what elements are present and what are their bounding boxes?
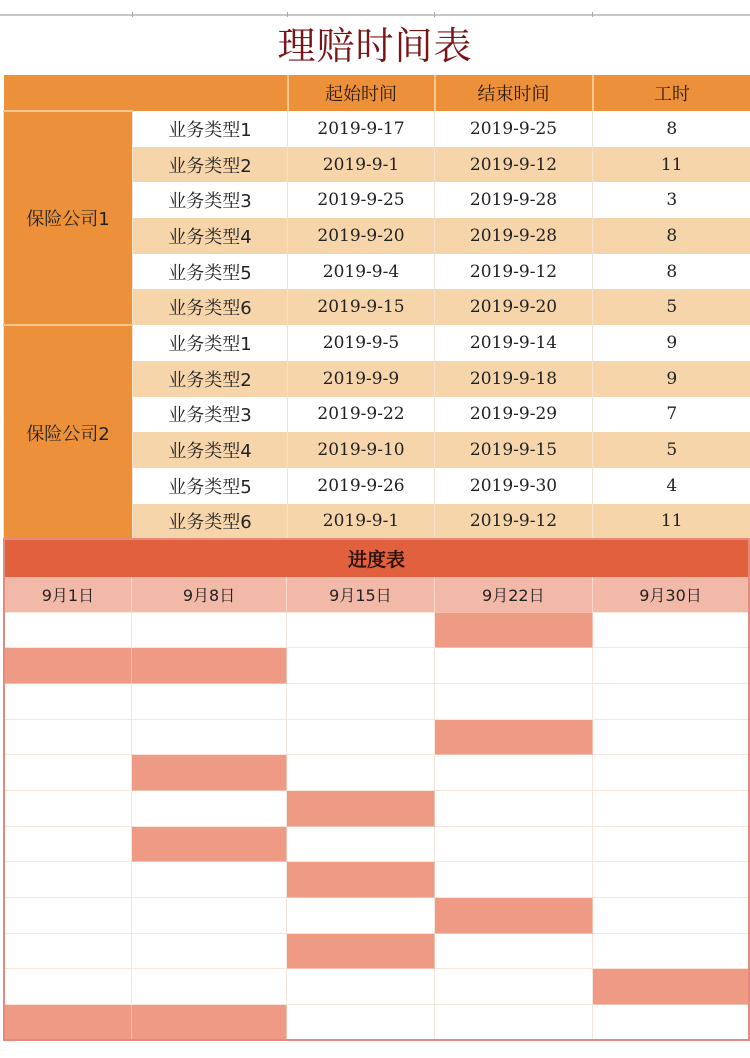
gantt-row [4, 933, 749, 969]
date-col-2: 9月15日 [287, 577, 434, 612]
gantt-bar-cell [593, 969, 749, 1005]
gantt-empty-cell [131, 898, 286, 934]
header-end-time: 结束时间 [435, 75, 593, 111]
hours-cell: 5 [593, 432, 750, 468]
company-cell: 保险公司2 [4, 325, 133, 539]
business-type-cell: 业务类型4 [133, 218, 288, 254]
gantt-row [4, 862, 749, 898]
gantt-empty-cell [434, 1005, 592, 1041]
gantt-empty-cell [131, 719, 286, 755]
date-col-4: 9月30日 [593, 577, 749, 612]
gantt-bar-cell [4, 1005, 131, 1041]
gantt-empty-cell [131, 969, 286, 1005]
start-time-cell: 2019-9-1 [288, 504, 435, 540]
progress-title: 进度表 [4, 539, 749, 577]
business-type-cell: 业务类型3 [133, 182, 288, 218]
gantt-bar-cell [287, 862, 434, 898]
header-start-time: 起始时间 [288, 75, 435, 111]
end-time-cell: 2019-9-25 [435, 111, 593, 147]
page-title: 理赔时间表 [277, 24, 473, 68]
gantt-row [4, 969, 749, 1005]
progress-date-row [4, 577, 749, 612]
gantt-empty-cell [287, 612, 434, 648]
gantt-empty-cell [593, 862, 749, 898]
gantt-empty-cell [593, 826, 749, 862]
end-time-cell: 2019-9-29 [435, 397, 593, 433]
hours-cell: 8 [593, 254, 750, 290]
gantt-bar-cell [287, 790, 434, 826]
gantt-empty-cell [131, 933, 286, 969]
gantt-empty-cell [287, 1005, 434, 1041]
gantt-empty-cell [593, 648, 749, 684]
end-time-cell: 2019-9-12 [435, 504, 593, 540]
business-type-cell: 业务类型3 [133, 397, 288, 433]
gantt-empty-cell [287, 719, 434, 755]
gantt-empty-cell [4, 683, 131, 719]
start-time-cell: 2019-9-22 [288, 397, 435, 433]
hours-cell: 11 [593, 147, 750, 183]
gantt-empty-cell [287, 898, 434, 934]
gantt-bar-cell [131, 755, 286, 791]
hours-cell: 4 [593, 468, 750, 504]
gantt-empty-cell [4, 969, 131, 1005]
sheet-gridline [0, 14, 750, 16]
gantt-empty-cell [131, 683, 286, 719]
business-type-cell: 业务类型5 [133, 254, 288, 290]
gantt-empty-cell [593, 612, 749, 648]
end-time-cell: 2019-9-12 [435, 147, 593, 183]
start-time-cell: 2019-9-4 [288, 254, 435, 290]
gantt-row [4, 898, 749, 934]
business-type-cell: 业务类型1 [133, 325, 288, 361]
start-time-cell: 2019-9-17 [288, 111, 435, 147]
gantt-bar-cell [131, 1005, 286, 1041]
claims-time-table [3, 75, 750, 539]
end-time-cell: 2019-9-18 [435, 361, 593, 397]
gantt-empty-cell [593, 755, 749, 791]
gantt-row [4, 719, 749, 755]
gantt-bar-cell [434, 719, 592, 755]
gantt-empty-cell [4, 790, 131, 826]
header-hours: 工时 [593, 75, 750, 111]
end-time-cell: 2019-9-15 [435, 432, 593, 468]
end-time-cell: 2019-9-28 [435, 182, 593, 218]
business-type-cell: 业务类型6 [133, 504, 288, 540]
start-time-cell: 2019-9-1 [288, 147, 435, 183]
start-time-cell: 2019-9-10 [288, 432, 435, 468]
gantt-row [4, 612, 749, 648]
end-time-cell: 2019-9-14 [435, 325, 593, 361]
company-cell: 保险公司1 [4, 111, 133, 325]
start-time-cell: 2019-9-25 [288, 182, 435, 218]
gantt-empty-cell [593, 790, 749, 826]
table-row [4, 325, 750, 361]
gantt-bar-cell [434, 612, 592, 648]
hours-cell: 9 [593, 325, 750, 361]
progress-title-row [4, 539, 749, 577]
gantt-empty-cell [131, 612, 286, 648]
start-time-cell: 2019-9-5 [288, 325, 435, 361]
gantt-row [4, 648, 749, 684]
gantt-row [4, 755, 749, 791]
hours-cell: 11 [593, 504, 750, 540]
end-time-cell: 2019-9-12 [435, 254, 593, 290]
start-time-cell: 2019-9-26 [288, 468, 435, 504]
gantt-bar-cell [4, 648, 131, 684]
end-time-cell: 2019-9-20 [435, 289, 593, 325]
hours-cell: 7 [593, 397, 750, 433]
business-type-cell: 业务类型2 [133, 361, 288, 397]
gantt-row [4, 826, 749, 862]
gantt-empty-cell [593, 683, 749, 719]
gantt-empty-cell [4, 862, 131, 898]
hours-cell: 5 [593, 289, 750, 325]
gantt-empty-cell [287, 683, 434, 719]
date-col-0: 9月1日 [4, 577, 131, 612]
gantt-empty-cell [593, 933, 749, 969]
progress-table [3, 538, 750, 1041]
gantt-empty-cell [131, 790, 286, 826]
hours-cell: 3 [593, 182, 750, 218]
gantt-empty-cell [4, 755, 131, 791]
table-row [4, 111, 750, 147]
table-header-row [4, 75, 750, 111]
date-col-3: 9月22日 [434, 577, 592, 612]
gantt-empty-cell [287, 969, 434, 1005]
gantt-empty-cell [4, 933, 131, 969]
hours-cell: 8 [593, 218, 750, 254]
gantt-empty-cell [434, 933, 592, 969]
gantt-empty-cell [434, 790, 592, 826]
hours-cell: 9 [593, 361, 750, 397]
gantt-empty-cell [593, 898, 749, 934]
business-type-cell: 业务类型4 [133, 432, 288, 468]
end-time-cell: 2019-9-30 [435, 468, 593, 504]
hours-cell: 8 [593, 111, 750, 147]
gantt-bar-cell [287, 933, 434, 969]
gantt-bar-cell [434, 898, 592, 934]
gantt-bar-cell [131, 826, 286, 862]
gantt-empty-cell [593, 719, 749, 755]
gantt-empty-cell [131, 862, 286, 898]
gantt-empty-cell [4, 826, 131, 862]
gantt-empty-cell [434, 862, 592, 898]
gantt-row [4, 683, 749, 719]
gantt-row [4, 1005, 749, 1041]
business-type-cell: 业务类型1 [133, 111, 288, 147]
gantt-empty-cell [4, 612, 131, 648]
gantt-empty-cell [4, 719, 131, 755]
date-col-1: 9月8日 [131, 577, 286, 612]
gantt-empty-cell [287, 826, 434, 862]
gantt-empty-cell [434, 969, 592, 1005]
gantt-empty-cell [4, 898, 131, 934]
start-time-cell: 2019-9-15 [288, 289, 435, 325]
business-type-cell: 业务类型2 [133, 147, 288, 183]
gantt-empty-cell [593, 1005, 749, 1041]
start-time-cell: 2019-9-20 [288, 218, 435, 254]
business-type-cell: 业务类型6 [133, 289, 288, 325]
start-time-cell: 2019-9-9 [288, 361, 435, 397]
gantt-empty-cell [434, 648, 592, 684]
header-blank [4, 75, 288, 111]
business-type-cell: 业务类型5 [133, 468, 288, 504]
gantt-empty-cell [434, 683, 592, 719]
end-time-cell: 2019-9-28 [435, 218, 593, 254]
gantt-empty-cell [287, 755, 434, 791]
gantt-empty-cell [287, 648, 434, 684]
gantt-empty-cell [434, 826, 592, 862]
gantt-row [4, 790, 749, 826]
gantt-empty-cell [434, 755, 592, 791]
gantt-bar-cell [131, 648, 286, 684]
